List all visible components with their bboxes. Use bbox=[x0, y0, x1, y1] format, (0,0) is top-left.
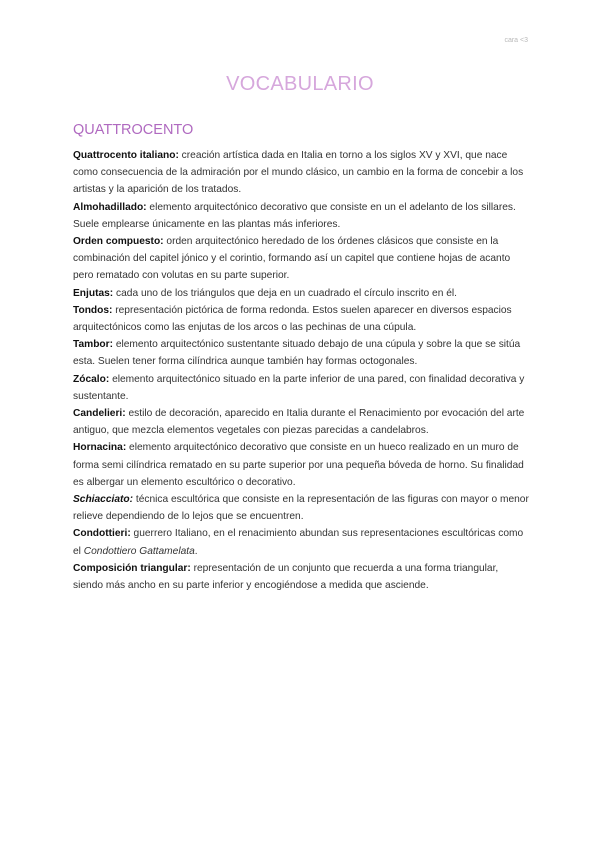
entry-candelieri bbox=[73, 405, 529, 439]
vocabulary-list bbox=[73, 147, 529, 594]
entry-definition: cada uno de los triángulos que deja en un cuadrado el círculo inscrito en él. bbox=[113, 287, 457, 299]
entry-composicion-triangular bbox=[73, 560, 529, 594]
entry-tambor bbox=[73, 336, 529, 370]
entry-orden-compuesto bbox=[73, 233, 529, 285]
entry-term: Candelieri: bbox=[73, 408, 126, 420]
entry-definition: creación artística dada en Italia en torno a los siglos XV y XVI, que nace como consecuencia de la admiración por el mundo clásico, un cambio en la forma de concebir a los artistas y la aparición de los tratados. bbox=[73, 150, 524, 196]
entry-term: Almohadillado: bbox=[73, 201, 147, 213]
entry-definition: elemento arquitectónico situado en la parte inferior de una pared, con finalidad decorativa y sustentante. bbox=[73, 373, 525, 402]
entry-term: Schiacciato: bbox=[73, 494, 134, 506]
entry-definition: elemento arquitectónico decorativo que consiste en un el adelanto de los sillares. Suele emplearse únicamente en las plantas más inferiores. bbox=[73, 201, 516, 230]
entry-term: Enjutas: bbox=[73, 287, 114, 299]
entry-enjutas bbox=[73, 285, 529, 302]
section-heading: QUATTROCENTO bbox=[73, 122, 194, 138]
entry-schiacciato bbox=[73, 491, 529, 525]
entry-term: Tondos: bbox=[73, 304, 113, 316]
entry-term: Quattrocento italiano: bbox=[73, 150, 179, 161]
entry-definition: elemento arquitectónico sustentante situado debajo de una cúpula y sobre la que se sitúa esta. Suelen tener forma cilíndrica aunque también hay formas octogonales. bbox=[73, 339, 521, 368]
entry-definition: elemento arquitectónico decorativo que consiste en un hueco realizado en un muro de forma semi cilíndrica rematado en su parte superior por una pequeña bóveda de horno. Su finalidad es albergar un elemento escultórico o decorativo. bbox=[73, 442, 524, 488]
header-note: cara <3 bbox=[504, 37, 528, 44]
entry-term: Condottieri: bbox=[73, 528, 131, 540]
entry-definition: estilo de decoración, aparecido en Italia durante el Renacimiento por evocación del arte antiguo, que mezcla elementos vegetales con piezas parecidas a candelabros. bbox=[73, 408, 525, 437]
entry-definition: técnica escultórica que consiste en la representación de las figuras con mayor o menor relieve dependiendo de lo lejos que se encuentren. bbox=[73, 494, 529, 523]
entry-condottieri bbox=[73, 525, 529, 559]
entry-definition: orden arquitectónico heredado de los órdenes clásicos que consiste en la combinación del capitel jónico y el corintio, formando así un capitel que contiene hojas de acanto pero rematado con volutas en su parte superior. bbox=[73, 236, 511, 282]
entry-definition: representación de un conjunto que recuerda a una forma triangular, siendo más ancho en su parte inferior y encogiéndose a medida que asciende. bbox=[73, 562, 499, 592]
entry-definition: representación pictórica de forma redonda. Estos suelen aparecer en diversos espacios arquitectónicos como las enjutas de los arcos o las pechinas de una cúpula. bbox=[73, 304, 512, 334]
entry-hornacina bbox=[73, 439, 529, 491]
entry-definition: guerrero Italiano, en el renacimiento abundan sus representaciones escultóricas como el bbox=[73, 528, 524, 557]
entry-quattrocento-italiano bbox=[73, 147, 529, 199]
entry-term: Zócalo: bbox=[73, 373, 110, 385]
page-title: VOCABULARIO bbox=[226, 73, 374, 95]
entry-term: Hornacina: bbox=[73, 442, 127, 454]
entry-term: Orden compuesto: bbox=[73, 236, 164, 248]
entry-zocalo bbox=[73, 371, 529, 405]
entry-italic-reference: Condottiero Gattamelata bbox=[83, 545, 195, 557]
entry-tondos bbox=[73, 302, 529, 336]
entry-term: Composición triangular: bbox=[73, 562, 191, 574]
entry-definition-end: . bbox=[194, 545, 198, 557]
entry-term: Tambor: bbox=[73, 339, 113, 351]
entry-almohadillado bbox=[73, 199, 529, 233]
